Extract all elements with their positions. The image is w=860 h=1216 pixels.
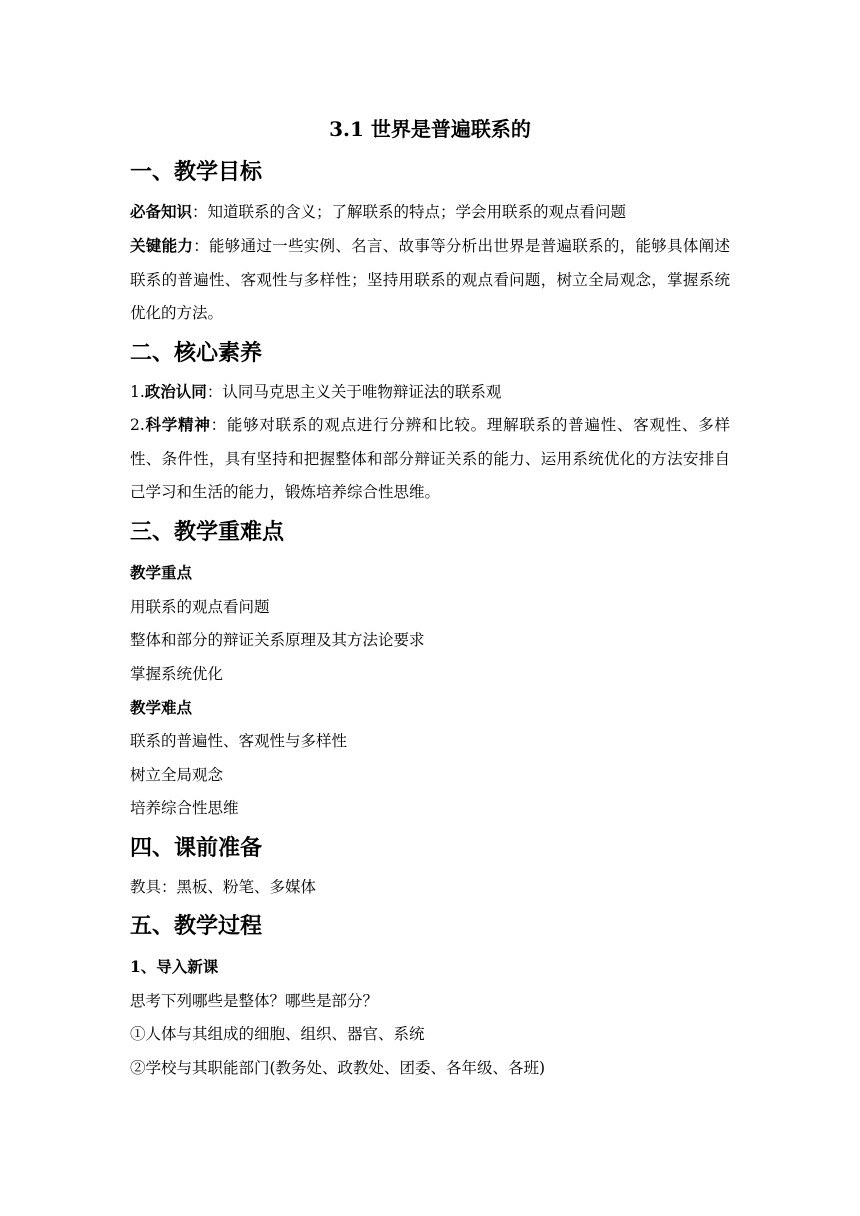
ability-paragraph [130, 229, 730, 331]
difficulty-item: 树立全局观念 [130, 766, 224, 784]
scientific-spirit-paragraph [130, 408, 730, 510]
knowledge-line [130, 202, 730, 222]
focus-item: 掌握系统优化 [130, 665, 224, 683]
political-identity-label: 政治认同 [144, 382, 207, 401]
example-item: ②学校与其职能部门(教务处、政教处、团委、各年级、各班) [130, 1059, 546, 1077]
political-identity-text: ：认同马克思主义关于唯物辩证法的联系观 [206, 383, 502, 401]
difficulty-item: 培养综合性思维 [130, 799, 239, 817]
section-heading-key-difficult: 三、教学重难点 [130, 519, 285, 545]
ability-label: 关键能力 [130, 236, 194, 255]
focus-item: 整体和部分的辩证关系原理及其方法论要求 [130, 631, 425, 649]
knowledge-label: 必备知识 [130, 202, 193, 221]
document-title: 3.1 世界是普遍联系的 [329, 117, 531, 141]
knowledge-text: ：知道联系的含义；了解联系的特点；学会用联系的观点看问题 [192, 203, 627, 221]
section-heading-preparation: 四、课前准备 [130, 835, 263, 861]
intro-question: 思考下列哪些是整体？哪些是部分？ [130, 992, 379, 1010]
focus-item: 用联系的观点看问题 [130, 598, 270, 616]
ability-text: ：能够通过一些实例、名言、故事等分析出世界是普遍联系的，能够具体阐述联系的普遍性、客观性与多样性；坚持用联系的观点看问题，树立全局观念，掌握系统优化的方法。 [130, 237, 730, 322]
section-heading-core-literacy: 二、核心素养 [130, 340, 263, 366]
item1-number: 1. [130, 383, 145, 401]
example-item: ①人体与其组成的细胞、组织、器官、系统 [130, 1025, 425, 1043]
focus-label: 教学重点 [130, 563, 193, 582]
section-heading-teaching-goals: 一、教学目标 [130, 159, 263, 185]
scientific-spirit-text: ：能够对联系的观点进行分辨和比较。理解联系的普遍性、客观性、多样性、条件性，具有坚持和把握整体和部分辩证关系的能力、运用系统优化的方法安排自己学习和生活的能力，锻炼培养综合性思维。 [130, 416, 730, 501]
scientific-spirit-label: 科学精神 [144, 415, 211, 434]
political-identity-line [130, 382, 730, 402]
section-heading-teaching-process: 五、教学过程 [130, 913, 263, 939]
item2-number: 2. [130, 416, 145, 434]
step-heading: 1、导入新课 [130, 957, 219, 976]
teaching-tools: 教具：黑板、粉笔、多媒体 [130, 878, 317, 896]
difficulty-label: 教学难点 [130, 698, 193, 717]
difficulty-item: 联系的普遍性、客观性与多样性 [130, 732, 348, 750]
